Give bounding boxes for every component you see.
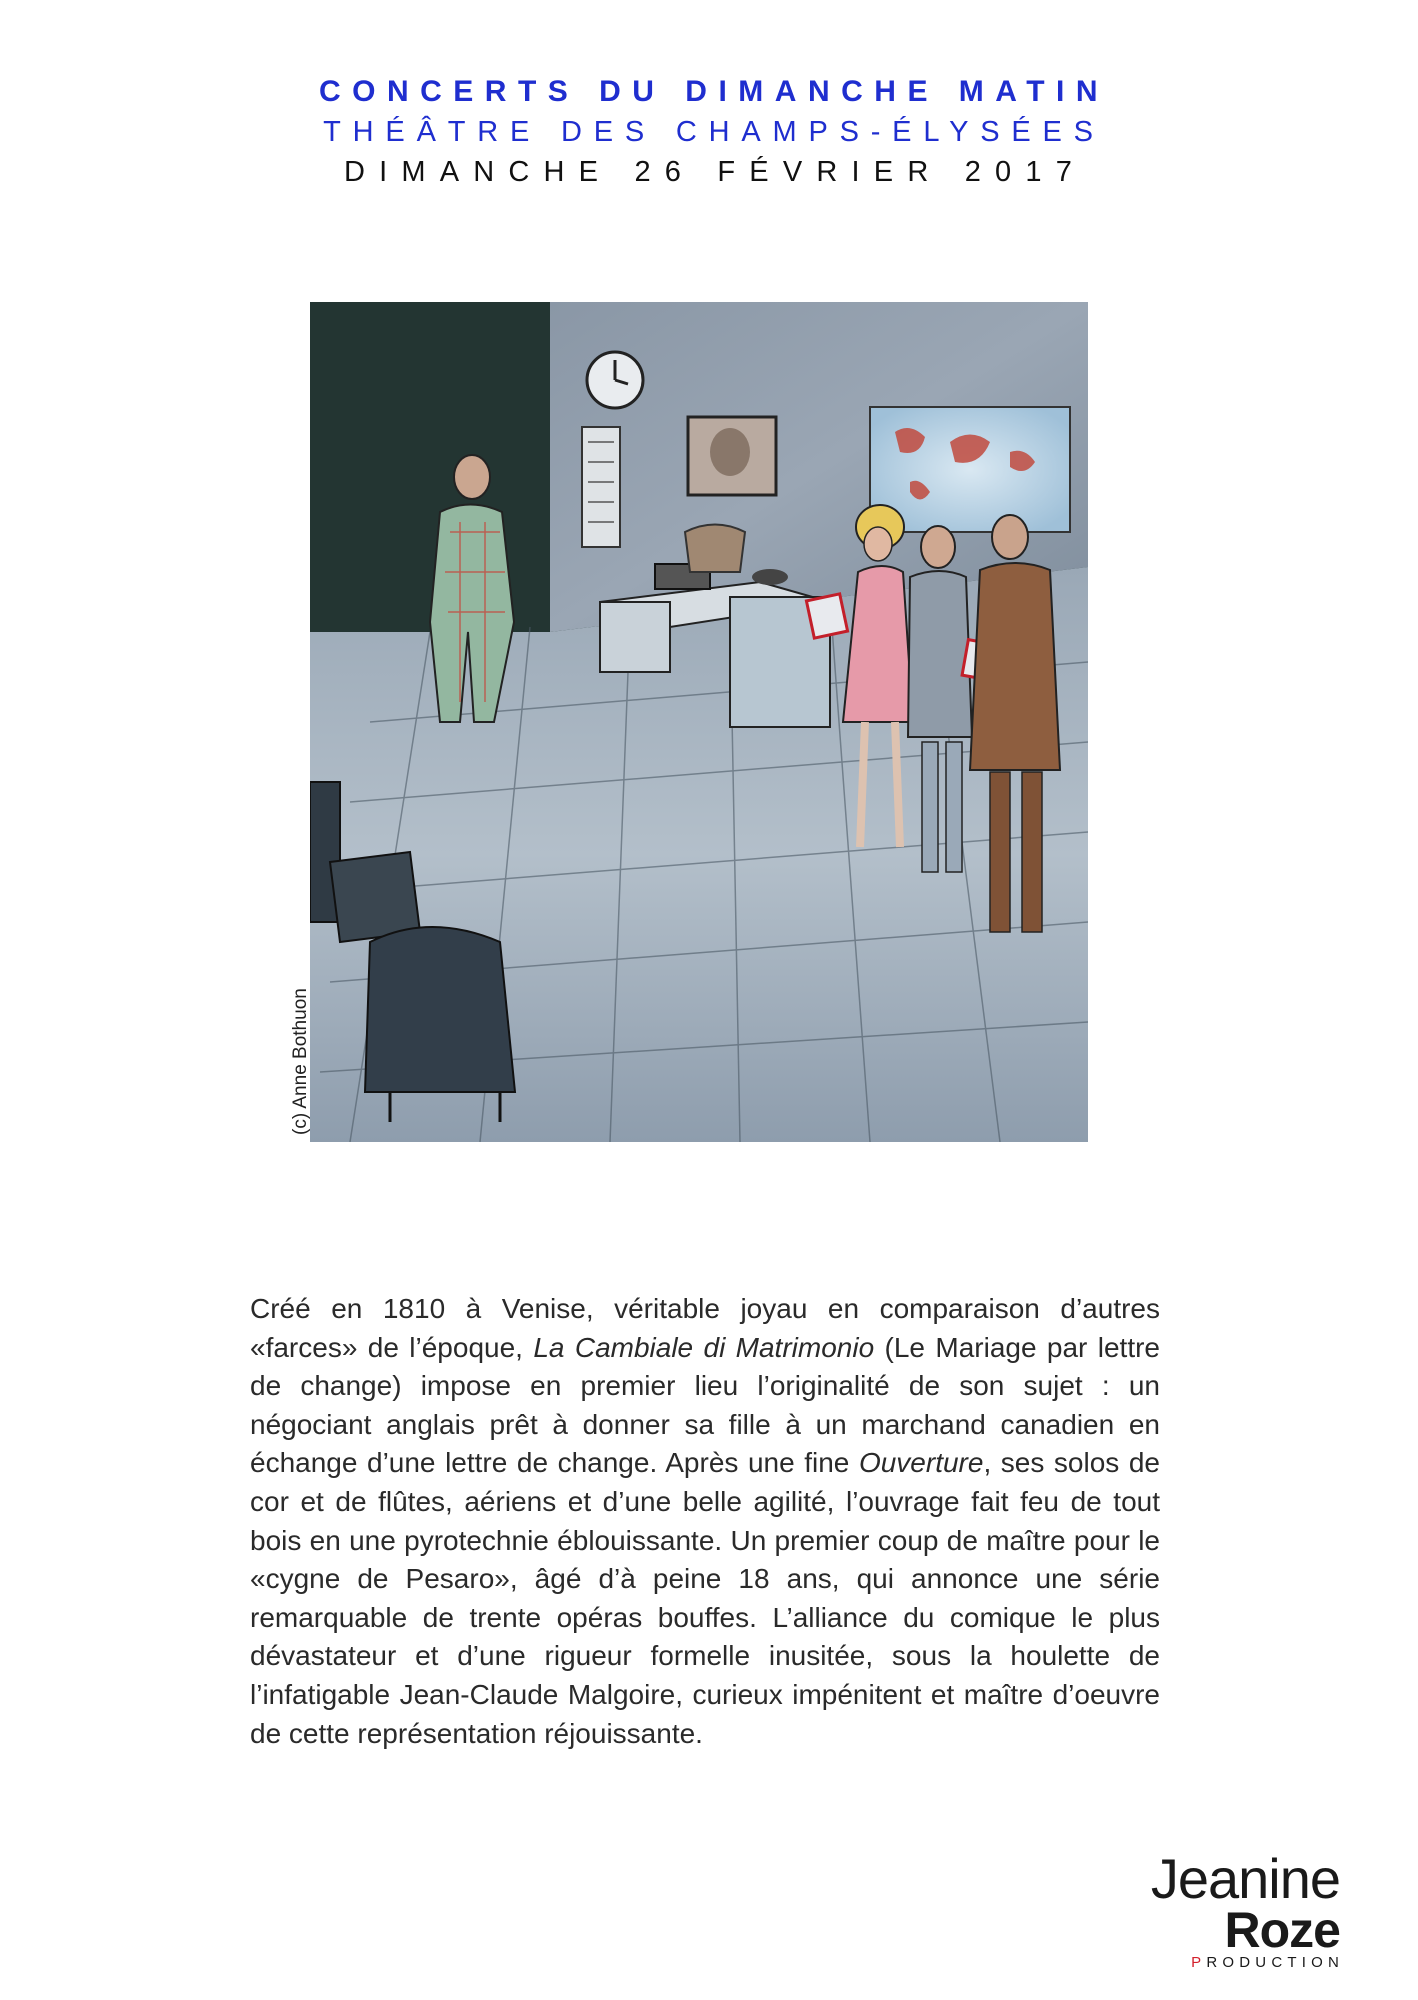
illustration-drawing [310, 302, 1088, 1142]
description-paragraph [250, 1290, 1160, 1753]
header [0, 72, 1418, 192]
office-chair [685, 525, 745, 573]
logo-production-rest: RODUCTION [1206, 1954, 1344, 1971]
series-title: CONCERTS DU DIMANCHE MATIN [318, 75, 1110, 108]
image-credit: (c) Anne Bothuon [290, 988, 311, 1135]
logo-jeanine-text: Jeanine [1150, 1847, 1340, 1910]
venue-title: THÉÂTRE DES CHAMPS-ÉLYSÉES [323, 116, 1105, 148]
logo-production-text [1090, 1954, 1344, 1972]
notice-board [582, 427, 620, 547]
ouverture-word: Ouverture [858, 1447, 984, 1479]
logo-roze-text: Roze [1224, 1902, 1340, 1958]
stage-illustration [310, 302, 1088, 1142]
paragraph-part-3: , ses solos de cor et de flûtes, aériens et d’une belle agilité, l’ouvrage fait feu de tout bois en une pyrotechnie éblouissante. Un premier coup de maître pour le «cygne de Pesaro», âgé d’à peine 18 ans, qui annonce une série remarquable de trente opéras bouffes. L’alliance du comique le plus dévastateur et d’une rigueur formelle inusitée, sous la houlette de l’infatigable Jean-Claude Malgoire, curieux impénitent et maître d’oeuvre de cette représentation réjouissante. [250, 1447, 1161, 1749]
opera-title: La Cambiale di Matrimonio [533, 1331, 875, 1363]
paragraph-part-2: (Le Mariage par lettre de change) impose en premier lieu l’originalité de son sujet : un négociant anglais prêt à donner sa fille à un marchand canadien en échange d’une lettre de change. Après une fine [250, 1331, 1160, 1479]
jeanine-roze-logo [1090, 1847, 1344, 1972]
logo-production-initial: P [1191, 1954, 1207, 1971]
paragraph-part-1: Créé en 1810 à Venise, véritable joyau en comparaison d’autres «farces» de l’époque, [250, 1293, 1160, 1363]
armchair-front [365, 927, 515, 1122]
date-line: DIMANCHE 26 FÉVRIER 2017 [343, 156, 1087, 188]
wall-clock [587, 352, 643, 408]
